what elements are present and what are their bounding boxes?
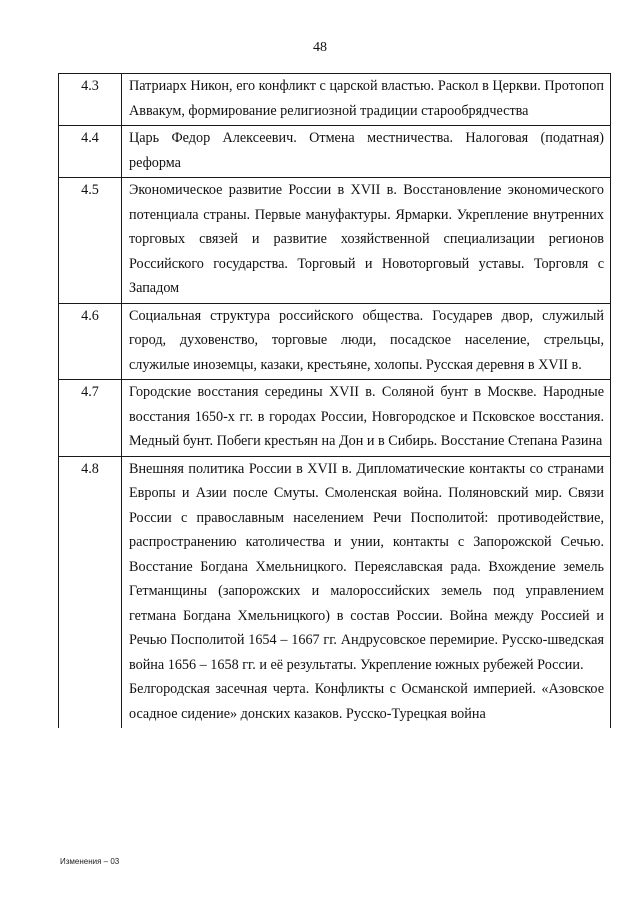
table-row [59, 380, 611, 457]
topic-paragraph: Патриарх Никон, его конфликт с царской властью. Раскол в Церкви. Протопоп Аввакум, формирование религиозной традиции старообрядчества [129, 78, 604, 119]
topic-paragraph: Социальная структура российского общества. Государев двор, служилый город, духовенство, торговые люди, посадское население, стрельцы, служилые иноземцы, казаки, крестьяне, холопы. Русская деревня в XVII в. [129, 307, 604, 373]
topic-paragraph: Внешняя политика России в XVII в. Дипломатические контакты со странами Европы и Азии после Смуты. Смоленская война. Поляновский мир. Связи России с православным населением Речи Посполитой: противодействие, распространению католичества и унии, контакты с Запорожской Сечью. Восстание Богдана Хмельницкого. Переяславская рада. Вхождение земель Гетманщины (запорожских и малороссийских земель под управлением гетмана Богдана Хмельницкого) в состав России. Война между Россией и Речью Посполитой 1654 – 1667 гг. Андрусовское перемирие. Русско-шведская война 1656 – 1658 гг. и её результаты. Укрепление южных рубежей России. [129, 460, 604, 673]
topic-number: 4.8 [59, 456, 122, 728]
topic-paragraph: Экономическое развитие России в XVII в. Восстановление экономического потенциала страны. Первые мануфактуры. Ярмарки. Укрепление внутренних торговых связей и развитие хозяйственной специализации регионов Российского государства. Торговый и Новоторговый уставы. Торговля с Западом [129, 182, 604, 296]
page-number: 48 [313, 40, 327, 55]
topic-number: 4.5 [59, 178, 122, 304]
topic-description [122, 74, 611, 126]
revision-footer: Изменения – 03 [60, 857, 120, 866]
topic-paragraph: Царь Федор Алексеевич. Отмена местничества. Налоговая (податная) реформа [129, 130, 604, 171]
topic-description [122, 303, 611, 380]
table-row [59, 303, 611, 380]
topic-number: 4.3 [59, 74, 122, 126]
topic-description [122, 380, 611, 457]
table-row [59, 456, 611, 728]
topic-number: 4.6 [59, 303, 122, 380]
topic-description [122, 178, 611, 304]
topic-number: 4.7 [59, 380, 122, 457]
table-row [59, 126, 611, 178]
table-row [59, 74, 611, 126]
topic-description [122, 456, 611, 728]
topic-paragraph: Городские восстания середины XVII в. Соляной бунт в Москве. Народные восстания 1650-х гг. в городах России, Новгородское и Псковское восстания. Медный бунт. Побеги крестьян на Дон и в Сибирь. Восстание Степана Разина [129, 384, 604, 449]
table-row [59, 178, 611, 304]
syllabus-table [58, 73, 611, 728]
topic-paragraph: Белгородская засечная черта. Конфликты с Османской империей. «Азовское осадное сидение» донских казаков. Русско-Турецкая война [129, 681, 604, 722]
topic-number: 4.4 [59, 126, 122, 178]
topic-description [122, 126, 611, 178]
